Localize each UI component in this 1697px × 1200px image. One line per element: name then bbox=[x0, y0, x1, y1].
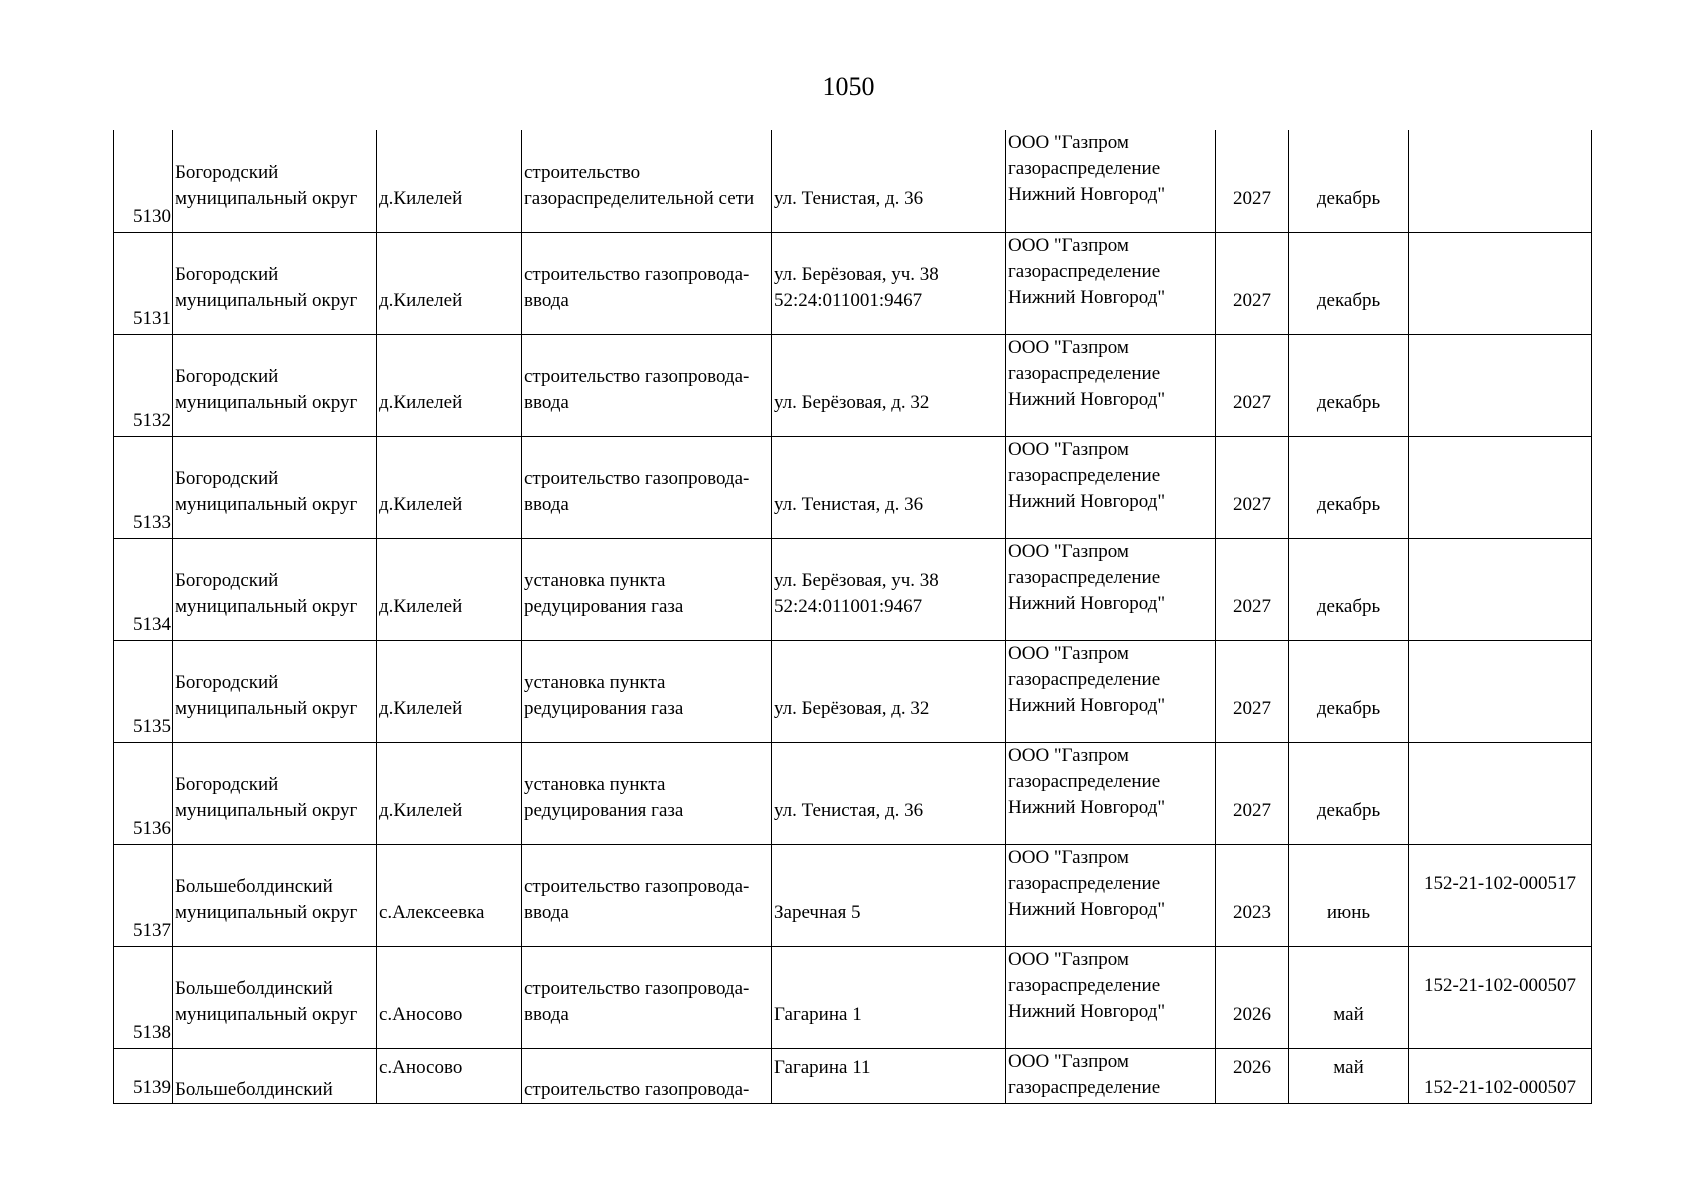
locality-cell-text: с.Алексеевка bbox=[379, 901, 485, 923]
organization-cell bbox=[1006, 640, 1216, 742]
organization-cell-line: Нижний Новгород" bbox=[1008, 592, 1166, 614]
address-cell-line: Гагарина 1 bbox=[774, 1003, 862, 1025]
organization-cell-line: ООО "Газпром bbox=[1008, 846, 1129, 868]
organization-cell-line: газораспределение bbox=[1008, 260, 1161, 282]
table-row bbox=[114, 640, 1592, 742]
organization-cell bbox=[1006, 1048, 1216, 1103]
year-cell-text: 2027 bbox=[1233, 289, 1271, 311]
month-cell bbox=[1289, 334, 1409, 436]
year-cell bbox=[1216, 742, 1289, 844]
locality-cell bbox=[377, 844, 522, 946]
municipality-cell bbox=[173, 640, 377, 742]
locality-cell-text: с.Аносово bbox=[379, 1056, 463, 1078]
code-cell bbox=[1409, 946, 1592, 1048]
organization-cell bbox=[1006, 742, 1216, 844]
row-number-text: 5138 bbox=[133, 1021, 171, 1043]
work-type-cell-line: редуцирования газа bbox=[524, 697, 684, 719]
table-row bbox=[114, 436, 1592, 538]
locality-cell-text: с.Аносово bbox=[379, 1003, 463, 1025]
organization-cell-line: Нижний Новгород" bbox=[1008, 388, 1166, 410]
municipality-cell-line: Богородский bbox=[175, 569, 279, 591]
locality-cell bbox=[377, 232, 522, 334]
work-type-cell-line: редуцирования газа bbox=[524, 595, 684, 617]
organization-cell-line: газораспределение bbox=[1008, 872, 1161, 894]
row-number bbox=[114, 946, 173, 1048]
locality-cell bbox=[377, 946, 522, 1048]
year-cell-text: 2023 bbox=[1233, 901, 1271, 923]
organization-cell-line: ООО "Газпром bbox=[1008, 948, 1129, 970]
locality-cell bbox=[377, 538, 522, 640]
municipality-cell bbox=[173, 1048, 377, 1103]
row-number bbox=[114, 130, 173, 232]
municipality-cell-line: муниципальный округ bbox=[175, 1003, 358, 1025]
year-cell bbox=[1216, 538, 1289, 640]
code-cell-text: 152-21-102-000517 bbox=[1424, 872, 1576, 894]
address-cell bbox=[772, 232, 1006, 334]
row-number-text: 5136 bbox=[133, 817, 171, 839]
organization-cell-line: газораспределение bbox=[1008, 974, 1161, 996]
work-type-cell-line: установка пункта bbox=[524, 671, 666, 693]
table-row bbox=[114, 538, 1592, 640]
work-type-cell-line: ввода bbox=[524, 493, 569, 515]
year-cell-text: 2027 bbox=[1233, 697, 1271, 719]
locality-cell-text: д.Килелей bbox=[379, 187, 463, 209]
municipality-cell-line: Богородский bbox=[175, 773, 279, 795]
table-body bbox=[114, 130, 1592, 1103]
code-cell bbox=[1409, 742, 1592, 844]
work-type-cell-line: ввода bbox=[524, 289, 569, 311]
month-cell-text: декабрь bbox=[1316, 799, 1381, 821]
locality-cell bbox=[377, 742, 522, 844]
code-cell bbox=[1409, 334, 1592, 436]
table-row bbox=[114, 130, 1592, 232]
locality-cell-text: д.Килелей bbox=[379, 391, 463, 413]
table-row bbox=[114, 742, 1592, 844]
row-number-text: 5130 bbox=[133, 205, 171, 227]
organization-cell-line: газораспределение bbox=[1008, 668, 1161, 690]
year-cell bbox=[1216, 640, 1289, 742]
code-cell bbox=[1409, 538, 1592, 640]
municipality-cell bbox=[173, 538, 377, 640]
organization-cell-line: Нижний Новгород" bbox=[1008, 490, 1166, 512]
work-type-cell-line: ввода bbox=[524, 391, 569, 413]
month-cell bbox=[1289, 640, 1409, 742]
organization-cell bbox=[1006, 436, 1216, 538]
address-cell-line: ул. Тенистая, д. 36 bbox=[774, 187, 924, 209]
month-cell bbox=[1289, 436, 1409, 538]
work-type-cell bbox=[522, 844, 772, 946]
municipality-cell-line: Большеболдинский bbox=[175, 1078, 333, 1100]
work-type-cell bbox=[522, 436, 772, 538]
organization-cell-line: газораспределение bbox=[1008, 1076, 1161, 1098]
year-cell bbox=[1216, 334, 1289, 436]
table-row bbox=[114, 334, 1592, 436]
address-cell bbox=[772, 844, 1006, 946]
address-cell bbox=[772, 640, 1006, 742]
address-cell-line: 52:24:011001:9467 bbox=[774, 289, 923, 311]
work-type-cell bbox=[522, 946, 772, 1048]
table-row bbox=[114, 232, 1592, 334]
month-cell bbox=[1289, 232, 1409, 334]
work-type-cell bbox=[522, 232, 772, 334]
organization-cell bbox=[1006, 946, 1216, 1048]
code-cell-text: 152-21-102-000507 bbox=[1424, 1076, 1576, 1098]
work-type-cell-line: газораспределительной сети bbox=[524, 187, 755, 209]
row-number-text: 5131 bbox=[133, 307, 171, 329]
organization-cell-line: газораспределение bbox=[1008, 464, 1161, 486]
address-cell bbox=[772, 334, 1006, 436]
organization-cell-line: Нижний Новгород" bbox=[1008, 286, 1166, 308]
organization-cell-line: ООО "Газпром bbox=[1008, 540, 1129, 562]
locality-cell bbox=[377, 1048, 522, 1103]
organization-cell-line: газораспределение bbox=[1008, 158, 1161, 179]
row-number-text: 5132 bbox=[133, 409, 171, 431]
address-cell-line: ул. Тенистая, д. 36 bbox=[774, 493, 924, 515]
work-type-cell bbox=[522, 130, 772, 232]
locality-cell bbox=[377, 334, 522, 436]
month-cell-text: декабрь bbox=[1316, 595, 1381, 617]
work-type-cell-line: редуцирования газа bbox=[524, 799, 684, 821]
month-cell-text: май bbox=[1333, 1056, 1364, 1078]
work-type-cell-line: строительство газопровода- bbox=[524, 365, 750, 387]
locality-cell-text: д.Килелей bbox=[379, 697, 463, 719]
table-row bbox=[114, 1048, 1592, 1103]
address-cell-line: ул. Берёзовая, уч. 38 bbox=[774, 569, 939, 591]
address-cell-line: Заречная 5 bbox=[774, 901, 861, 923]
address-cell-line: ул. Тенистая, д. 36 bbox=[774, 799, 924, 821]
month-cell-text: декабрь bbox=[1316, 697, 1381, 719]
year-cell bbox=[1216, 844, 1289, 946]
municipality-cell-line: Богородский bbox=[175, 671, 279, 693]
work-type-cell-line: ввода bbox=[524, 1003, 569, 1025]
work-type-cell-line: ввода bbox=[524, 901, 569, 923]
table-row bbox=[114, 844, 1592, 946]
row-number bbox=[114, 742, 173, 844]
year-cell-text: 2027 bbox=[1233, 799, 1271, 821]
address-cell-line: ул. Берёзовая, д. 32 bbox=[774, 391, 930, 413]
organization-cell-line: ООО "Газпром bbox=[1008, 438, 1129, 460]
address-cell bbox=[772, 1048, 1006, 1103]
organization-cell-line: Нижний Новгород" bbox=[1008, 694, 1166, 716]
address-cell-line: Гагарина 11 bbox=[774, 1056, 871, 1078]
year-cell bbox=[1216, 130, 1289, 232]
organization-cell-line: газораспределение bbox=[1008, 566, 1161, 588]
organization-cell-line: ООО "Газпром bbox=[1008, 642, 1129, 664]
code-cell bbox=[1409, 130, 1592, 232]
work-type-cell bbox=[522, 334, 772, 436]
year-cell-text: 2027 bbox=[1233, 493, 1271, 515]
locality-cell bbox=[377, 640, 522, 742]
month-cell-text: декабрь bbox=[1316, 289, 1381, 311]
municipality-cell-line: Богородский bbox=[175, 161, 279, 183]
year-cell-text: 2027 bbox=[1233, 187, 1271, 209]
month-cell bbox=[1289, 538, 1409, 640]
organization-cell bbox=[1006, 334, 1216, 436]
address-cell-line: 52:24:011001:9467 bbox=[774, 595, 923, 617]
organization-cell-line: Нижний Новгород" bbox=[1008, 184, 1166, 205]
month-cell bbox=[1289, 130, 1409, 232]
organization-cell-line: Нижний Новгород" bbox=[1008, 796, 1166, 818]
municipality-cell bbox=[173, 130, 377, 232]
locality-cell-text: д.Килелей bbox=[379, 799, 463, 821]
address-cell bbox=[772, 742, 1006, 844]
row-number bbox=[114, 436, 173, 538]
row-number-text: 5137 bbox=[133, 919, 171, 941]
municipality-cell-line: муниципальный округ bbox=[175, 595, 358, 617]
locality-cell bbox=[377, 436, 522, 538]
municipality-cell-line: Богородский bbox=[175, 467, 279, 489]
month-cell-text: июнь bbox=[1326, 901, 1371, 923]
year-cell-text: 2026 bbox=[1233, 1003, 1271, 1025]
organization-cell-line: газораспределение bbox=[1008, 362, 1161, 384]
work-type-cell-line: строительство газопровода- bbox=[524, 263, 750, 285]
locality-cell bbox=[377, 130, 522, 232]
year-cell bbox=[1216, 232, 1289, 334]
municipality-cell-line: муниципальный округ bbox=[175, 799, 358, 821]
table-row bbox=[114, 946, 1592, 1048]
municipality-cell bbox=[173, 436, 377, 538]
locality-cell-text: д.Килелей bbox=[379, 289, 463, 311]
work-type-cell-line: строительство газопровода- bbox=[524, 1078, 750, 1100]
row-number bbox=[114, 1048, 173, 1103]
code-cell bbox=[1409, 436, 1592, 538]
month-cell-text: декабрь bbox=[1316, 493, 1381, 515]
year-cell-text: 2027 bbox=[1233, 595, 1271, 617]
work-type-cell bbox=[522, 538, 772, 640]
municipality-cell-line: Большеболдинский bbox=[175, 977, 333, 999]
municipality-cell bbox=[173, 742, 377, 844]
work-type-cell-line: установка пункта bbox=[524, 569, 666, 591]
work-type-cell-line: строительство bbox=[524, 161, 641, 183]
work-type-cell-line: строительство газопровода- bbox=[524, 875, 750, 897]
address-cell bbox=[772, 946, 1006, 1048]
municipality-cell-line: Богородский bbox=[175, 263, 279, 285]
address-cell-line: ул. Берёзовая, уч. 38 bbox=[774, 263, 939, 285]
gas-works-table bbox=[113, 130, 1592, 1104]
municipality-cell-line: муниципальный округ bbox=[175, 289, 358, 311]
municipality-cell-line: Большеболдинский bbox=[175, 875, 333, 897]
year-cell bbox=[1216, 1048, 1289, 1103]
year-cell bbox=[1216, 946, 1289, 1048]
municipality-cell-line: Богородский bbox=[175, 365, 279, 387]
work-type-cell bbox=[522, 640, 772, 742]
row-number bbox=[114, 538, 173, 640]
municipality-cell-line: муниципальный округ bbox=[175, 391, 358, 413]
municipality-cell bbox=[173, 844, 377, 946]
municipality-cell bbox=[173, 334, 377, 436]
organization-cell bbox=[1006, 232, 1216, 334]
municipality-cell-line: муниципальный округ bbox=[175, 697, 358, 719]
row-number-text: 5139 bbox=[133, 1076, 171, 1098]
work-type-cell-line: установка пункта bbox=[524, 773, 666, 795]
month-cell bbox=[1289, 844, 1409, 946]
month-cell-text: май bbox=[1333, 1003, 1364, 1025]
organization-cell-line: газораспределение bbox=[1008, 770, 1161, 792]
month-cell bbox=[1289, 946, 1409, 1048]
locality-cell-text: д.Килелей bbox=[379, 595, 463, 617]
month-cell bbox=[1289, 742, 1409, 844]
locality-cell-text: д.Килелей bbox=[379, 493, 463, 515]
organization-cell-line: Нижний Новгород" bbox=[1008, 1000, 1166, 1022]
month-cell-text: декабрь bbox=[1316, 187, 1381, 209]
code-cell bbox=[1409, 844, 1592, 946]
row-number bbox=[114, 334, 173, 436]
organization-cell bbox=[1006, 844, 1216, 946]
code-cell bbox=[1409, 640, 1592, 742]
organization-cell-line: ООО "Газпром bbox=[1008, 1050, 1129, 1072]
year-cell-text: 2027 bbox=[1233, 391, 1271, 413]
work-type-cell bbox=[522, 742, 772, 844]
organization-cell bbox=[1006, 538, 1216, 640]
municipality-cell bbox=[173, 232, 377, 334]
row-number bbox=[114, 640, 173, 742]
address-cell bbox=[772, 130, 1006, 232]
municipality-cell bbox=[173, 946, 377, 1048]
code-cell bbox=[1409, 232, 1592, 334]
work-type-cell bbox=[522, 1048, 772, 1103]
row-number-text: 5133 bbox=[133, 511, 171, 533]
address-cell-line: ул. Берёзовая, д. 32 bbox=[774, 697, 930, 719]
organization-cell-line: ООО "Газпром bbox=[1008, 744, 1129, 766]
row-number-text: 5134 bbox=[133, 613, 171, 635]
row-number bbox=[114, 232, 173, 334]
month-cell bbox=[1289, 1048, 1409, 1103]
municipality-cell-line: муниципальный округ bbox=[175, 187, 358, 209]
row-number bbox=[114, 844, 173, 946]
row-number-text: 5135 bbox=[133, 715, 171, 737]
year-cell bbox=[1216, 436, 1289, 538]
month-cell-text: декабрь bbox=[1316, 391, 1381, 413]
address-cell bbox=[772, 538, 1006, 640]
municipality-cell-line: муниципальный округ bbox=[175, 901, 358, 923]
code-cell-text: 152-21-102-000507 bbox=[1424, 974, 1576, 996]
organization-cell bbox=[1006, 130, 1216, 232]
work-type-cell-line: строительство газопровода- bbox=[524, 467, 750, 489]
work-type-cell-line: строительство газопровода- bbox=[524, 977, 750, 999]
page-number: 1050 bbox=[822, 72, 875, 101]
organization-cell-line: ООО "Газпром bbox=[1008, 336, 1129, 358]
year-cell-text: 2026 bbox=[1233, 1056, 1271, 1078]
organization-cell-line: Нижний Новгород" bbox=[1008, 898, 1166, 920]
organization-cell-line: ООО "Газпром bbox=[1008, 132, 1129, 153]
organization-cell-line: ООО "Газпром bbox=[1008, 234, 1129, 256]
address-cell bbox=[772, 436, 1006, 538]
code-cell bbox=[1409, 1048, 1592, 1103]
municipality-cell-line: муниципальный округ bbox=[175, 493, 358, 515]
